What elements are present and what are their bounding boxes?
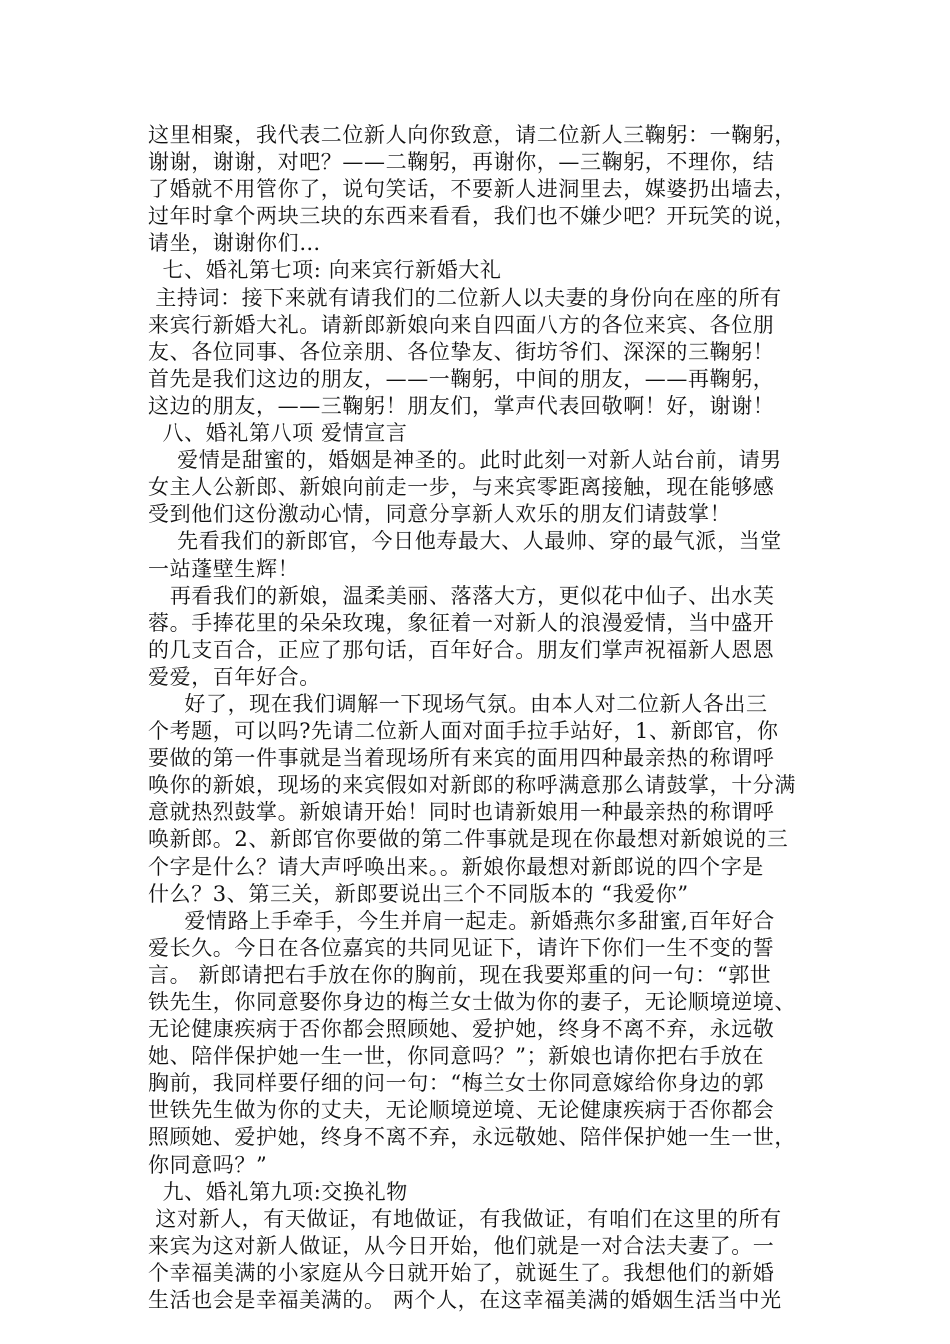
text-line: 来宾行新婚大礼。请新郎新娘向来自四面八方的各位来宾、各位朋 [148, 312, 775, 337]
text-line: 受到他们这份激动心情，同意分享新人欢乐的朋友们请鼓掌！ [148, 502, 732, 527]
text-line: 七、婚礼第七项: 向来宾行新婚大礼 [148, 258, 502, 283]
text-line: 再看我们的新娘，温柔美丽、落落大方，更似花中仙子、出水芙 [148, 583, 775, 608]
text-line: 什么？3、第三关，新郎要说出三个不同版本的 “我爱你” [148, 881, 689, 906]
text-line: 她、陪伴保护她一生一世，你同意吗？”；新娘也请你把右手放在 [148, 1044, 765, 1069]
text-line: 你同意吗？” [148, 1152, 268, 1177]
text-line: 爱爱，百年好合。 [148, 664, 321, 689]
text-line: 爱情路上手牵手，今生并肩一起走。新婚燕尔多甜蜜,百年好合 [148, 908, 775, 933]
text-line: 爱情是甜蜜的，婚姻是神圣的。此时此刻一对新人站台前，请男 [148, 448, 782, 473]
text-line: 爱长久。今日在各位嘉宾的共同见证下，请许下你们一生不变的誓 [148, 935, 775, 960]
text-line: 女主人公新郎、新娘向前走一步，与来宾零距离接触，现在能够感 [148, 475, 775, 500]
text-line: 生活也会是幸福美满的。 两个人，在这幸福美满的婚姻生活当中光 [148, 1288, 782, 1313]
document-page [148, 122, 814, 1314]
text-line: 言。 新郎请把右手放在你的胸前，现在我要郑重的问一句：“郭世 [148, 962, 772, 987]
text-line: 请坐，谢谢你们… [148, 231, 321, 256]
text-line: 意就热烈鼓掌。新娘请开始！同时也请新娘用一种最亲热的称谓呼 [148, 800, 775, 825]
text-line: 唤你的新娘，现场的来宾假如对新郎的称呼满意那么请鼓掌，十分满 [148, 773, 796, 798]
text-line: 过年时拿个两块三块的东西来看看，我们也不嫌少吧？开玩笑的说， [148, 204, 796, 229]
text-line: 先看我们的新郎官，今日他寿最大、人最帅、穿的最气派，当堂 [148, 529, 782, 554]
document-body [148, 122, 814, 1314]
text-line: 蓉。手捧花里的朵朵玫瑰，象征着一对新人的浪漫爱情，当中盛开 [148, 610, 775, 635]
text-line: 九、婚礼第九项:交换礼物 [148, 1179, 408, 1204]
text-line: 了婚就不用管你了，说句笑话，不要新人进洞里去，媒婆扔出墙去， [148, 177, 796, 202]
text-line: 这对新人，有天做证，有地做证，有我做证，有咱们在这里的所有 [148, 1206, 782, 1231]
text-line: 来宾为这对新人做证，从今日开始，他们就是一对合法夫妻了。一 [148, 1233, 775, 1258]
text-line: 铁先生，你同意娶你身边的梅兰女士做为你的妻子，无论顺境逆境、 [148, 990, 796, 1014]
text-line: 的几支百合，正应了那句话，百年好合。朋友们掌声祝福新人恩恩 [148, 637, 775, 662]
text-line: 友、各位同事、各位亲朋、各位挚友、街坊爷们、深深的三鞠躬！ [148, 339, 775, 364]
text-line: 首先是我们这边的朋友，——一鞠躬，中间的朋友，——再鞠躬， [148, 366, 775, 391]
text-line: 个字是什么？请大声呼唤出来。。新娘你最想对新郎说的四个字是 [148, 854, 764, 879]
text-line: 八、婚礼第八项 爱情宣言 [148, 421, 408, 446]
text-line: 主持词：接下来就有请我们的二位新人以夫妻的身份向在座的所有 [148, 285, 782, 310]
text-line: 一站蓬壁生辉！ [148, 556, 300, 581]
text-line: 照顾她、爱护她，终身不离不弃，永远敬她、陪伴保护她一生一世， [148, 1125, 796, 1150]
text-line: 个考题，可以吗?先请二位新人面对面手拉手站好，1、新郎官，你 [148, 719, 779, 744]
text-line: 胸前，我同样要仔细的问一句：“梅兰女士你同意嫁给你身边的郭 [148, 1071, 765, 1096]
text-line: 无论健康疾病于否你都会照顾她、爱护她，终身不离不弃，永远敬 [148, 1017, 775, 1042]
text-line: 好了，现在我们调解一下现场气氛。由本人对二位新人各出三 [148, 691, 768, 716]
text-line: 世铁先生做为你的丈夫，无论顺境逆境、无论健康疾病于否你都会 [148, 1098, 775, 1123]
text-line: 个幸福美满的小家庭从今日就开始了，就诞生了。我想他们的新婚 [148, 1260, 775, 1285]
text-line: 要做的第一件事就是当着现场所有来宾的面用四种最亲热的称谓呼 [148, 746, 775, 771]
text-line: 谢谢，谢谢，对吧？——二鞠躬，再谢你，—三鞠躬，不理你，结 [148, 150, 775, 175]
text-line: 这边的朋友，——三鞠躬！朋友们，掌声代表回敬啊！好，谢谢！ [148, 393, 775, 418]
text-line: 这里相聚，我代表二位新人向你致意，请二位新人三鞠躬：一鞠躬， [148, 123, 796, 147]
text-line: 唤新郎。2、新郎官你要做的第二件事就是现在你最想对新娘说的三 [148, 827, 789, 852]
